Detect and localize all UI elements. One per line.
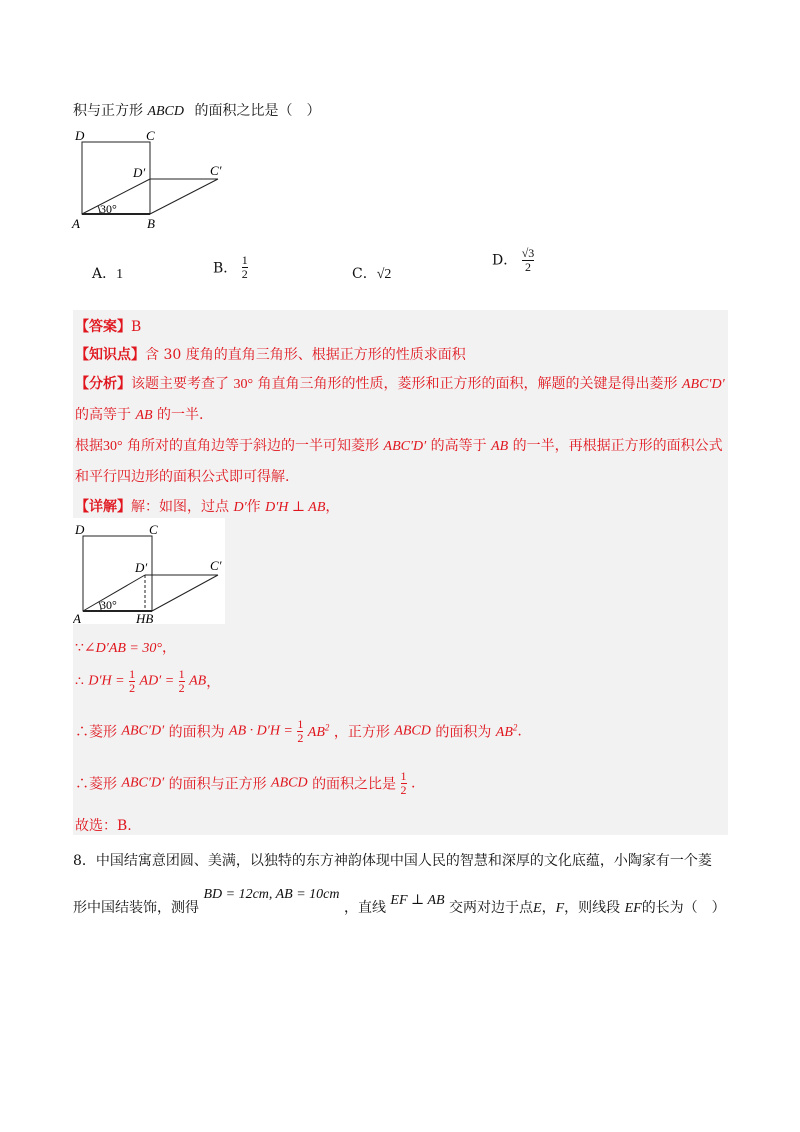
figure-square-rhombus (70, 125, 240, 235)
option-b[interactable]: B． $\frac{1}{2}$ (213, 253, 248, 281)
final-choice: 故选：B. (75, 818, 132, 834)
analysis-line-4: 和平行四边形的面积公式即可得解. (75, 469, 290, 485)
analysis-line-2: 的高等于 AB 的一半. (75, 407, 204, 423)
label-c: C (149, 522, 158, 537)
step-3: ∴菱形 ABC′D′ 的面积为 AB · D′H = $\frac{1}{2}$ $AB^2$ ，正方形 ABCD 的面积为 $AB^2$. (75, 717, 522, 745)
label-d-prime: D′ (135, 560, 148, 575)
knowledge-line: 【知识点】含 30 度角的直角三角形、根据正方形的性质求面积 (75, 347, 466, 363)
analysis-line-1: 【分析】该题主要考查了 30° 角直角三角形的性质，菱形和正方形的面积，解题的关键是得出菱形 ABC′D′ (75, 376, 725, 392)
answer-line: 【答案】B (75, 319, 142, 335)
question8-line1: 8．中国结寓意团圆、美满，以独特的东方神韵体现中国人民的智慧和深厚的文化底蕴，小陶家有一个菱 (73, 853, 712, 869)
detail-line-1: 【详解】解：如图，过点 D′作 D′H ⊥ AB， (75, 499, 340, 515)
label-angle: 30° (100, 202, 117, 216)
label-c-prime: C′ (210, 163, 222, 178)
label-a: A (72, 216, 80, 231)
label-angle: 30° (100, 598, 117, 612)
label-b: B (147, 216, 155, 231)
figure-with-height (73, 518, 225, 624)
option-a[interactable]: A．1 (92, 266, 124, 282)
label-c-prime: C′ (210, 558, 222, 573)
label-c: C (146, 128, 155, 143)
analysis-line-3: 根据30° 角所对的直角边等于斜边的一半可知菱形 ABC′D′ 的高等于 AB 的一半，再根据正方形的面积公式 (75, 438, 723, 454)
label-a: A (73, 611, 81, 624)
side-bc-prime (150, 179, 218, 214)
label-d-prime: D′ (133, 165, 146, 180)
step-1: ∵∠D′AB = 30°， (75, 640, 176, 656)
step-2: ∴ D′H = $\frac{1}{2}$ AD′ = $\frac{1}{2}$ AB， (75, 667, 221, 695)
question8-line2: 形中国结装饰，测得 BD = 12cm, AB = 10cm ，直线 EF ⊥ AB 交两对边于点E，F，则线段 EF的长为（ ） (73, 887, 726, 916)
option-c[interactable]: C．√2 (352, 266, 392, 282)
step-4: ∴菱形 ABC′D′ 的面积与正方形 ABCD 的面积之比是 $\frac{1}{2}$ . (75, 769, 416, 797)
label-d: D (75, 128, 85, 143)
label-d: D (75, 522, 85, 537)
label-h-b: HB (136, 611, 154, 624)
option-d[interactable]: D． $\frac{√3}{2}$ (492, 246, 535, 274)
question-stem: 积与正方形 ABCD 的面积之比是（ ） (73, 103, 321, 119)
